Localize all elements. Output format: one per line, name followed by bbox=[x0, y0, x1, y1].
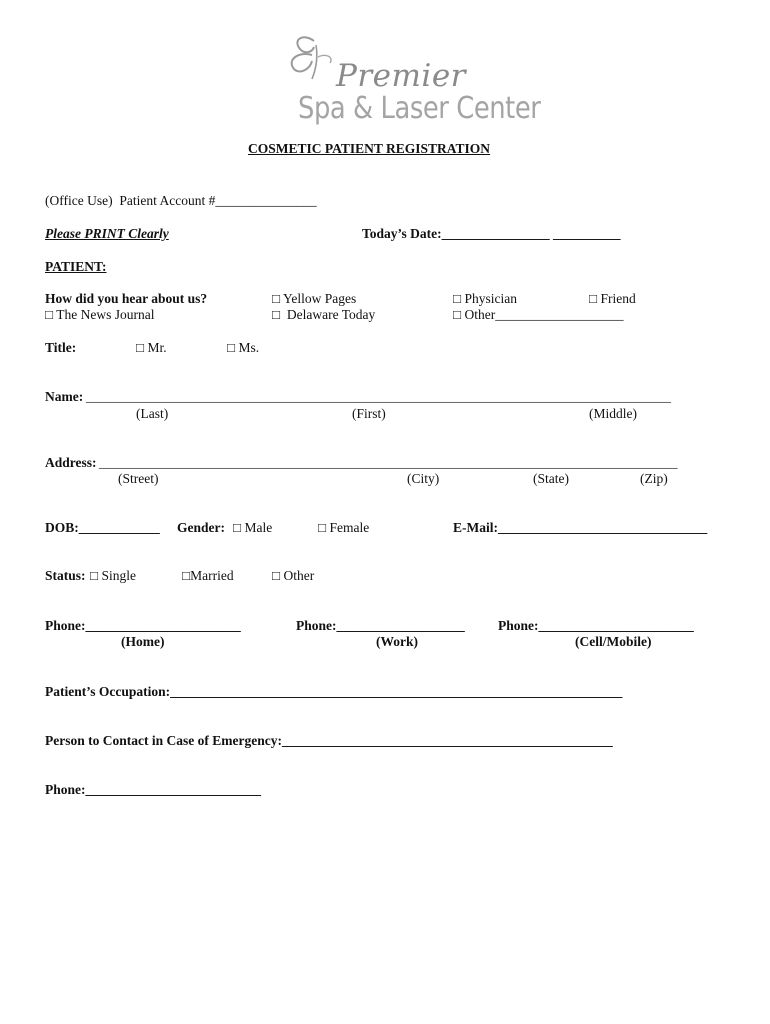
name-label: Name: bbox=[45, 389, 84, 404]
phone-work-field[interactable]: Phone:___________________ bbox=[296, 618, 465, 633]
checkbox-single[interactable]: □ Single bbox=[90, 568, 137, 583]
todays-date-field[interactable]: Today’s Date:________________ __________ bbox=[362, 226, 621, 241]
address-line[interactable]: _________________________________________________________________________________________ bbox=[99, 455, 678, 470]
form-title: COSMETIC PATIENT REGISTRATION bbox=[248, 141, 491, 156]
address-sub-street: (Street) bbox=[118, 471, 159, 486]
gender-label: Gender: bbox=[177, 520, 225, 535]
phone-cell-field[interactable]: Phone:_______________________ bbox=[498, 618, 694, 633]
checkbox-other-source[interactable]: □ Other___________________ bbox=[453, 307, 624, 322]
emergency-contact-field[interactable]: Person to Contact in Case of Emergency:_________________________________________________ bbox=[45, 733, 613, 748]
patient-heading: PATIENT: bbox=[45, 259, 107, 274]
name-line[interactable]: __________________________________________________________________________________________ bbox=[86, 389, 671, 404]
name-sub-first: (First) bbox=[352, 406, 386, 421]
address-sub-state: (State) bbox=[533, 471, 569, 486]
checkbox-yellow-pages[interactable]: □ Yellow Pages bbox=[272, 291, 357, 306]
status-label: Status: bbox=[45, 568, 86, 583]
office-use-account-field[interactable]: (Office Use) Patient Account #_______________ bbox=[45, 193, 317, 208]
name-sub-middle: (Middle) bbox=[589, 406, 637, 421]
title-label: Title: bbox=[45, 340, 77, 355]
logo-brand-premier: Premier bbox=[336, 58, 466, 94]
checkbox-other-status[interactable]: □ Other bbox=[272, 568, 315, 583]
phone-home-field[interactable]: Phone:_______________________ bbox=[45, 618, 241, 633]
phone-work-label: (Work) bbox=[376, 634, 418, 649]
print-clearly-note: Please PRINT Clearly bbox=[45, 226, 169, 241]
address-label: Address: bbox=[45, 455, 97, 470]
address-sub-city: (City) bbox=[407, 471, 440, 486]
dob-field[interactable]: DOB:____________ bbox=[45, 520, 160, 535]
logo-brand-spa-laser: Spa & Laser Center bbox=[298, 91, 541, 126]
address-sub-zip: (Zip) bbox=[640, 471, 668, 486]
checkbox-mr[interactable]: □ Mr. bbox=[136, 340, 167, 355]
name-sub-last: (Last) bbox=[136, 406, 169, 421]
hear-about-question: How did you hear about us? bbox=[45, 291, 208, 306]
checkbox-delaware-today[interactable]: □ Delaware Today bbox=[272, 307, 376, 322]
emergency-phone-field[interactable]: Phone:__________________________ bbox=[45, 782, 261, 797]
checkbox-friend[interactable]: □ Friend bbox=[589, 291, 636, 306]
checkbox-female[interactable]: □ Female bbox=[318, 520, 370, 535]
email-field[interactable]: E-Mail:_______________________________ bbox=[453, 520, 708, 535]
occupation-field[interactable]: Patient’s Occupation:___________________________________________________________________ bbox=[45, 684, 623, 699]
checkbox-married[interactable]: □Married bbox=[182, 568, 234, 583]
checkbox-ms[interactable]: □ Ms. bbox=[227, 340, 260, 355]
checkbox-physician[interactable]: □ Physician bbox=[453, 291, 518, 306]
checkbox-news-journal[interactable]: □ The News Journal bbox=[45, 307, 155, 322]
checkbox-male[interactable]: □ Male bbox=[233, 520, 273, 535]
phone-home-label: (Home) bbox=[121, 634, 165, 649]
phone-cell-label: (Cell/Mobile) bbox=[575, 634, 652, 649]
